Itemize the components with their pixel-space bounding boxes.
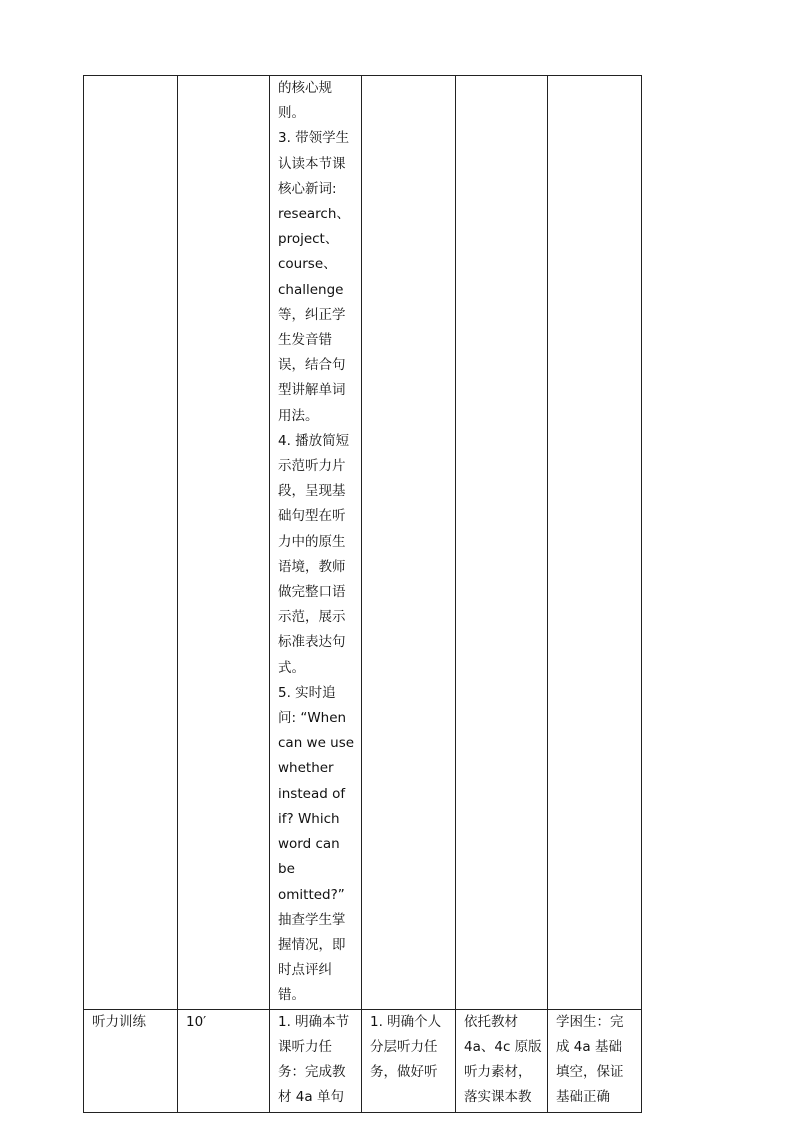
lesson-plan-table [83,75,642,1113]
text-line: 示范，展示 [278,609,346,626]
text-line: 语境，教师 [278,558,346,575]
text-line: 1. 明确个人 [370,1013,442,1030]
text-line: 段，呈现基 [278,483,346,500]
cell-student-activity [362,76,456,1010]
cell-materials [456,76,548,1010]
time-value: 10′ [186,1013,207,1030]
cell-differentiation [548,1009,642,1112]
text-line: 落实课本教 [464,1089,532,1106]
text-line: 3. 带领学生 [278,130,350,147]
text-line: 课听力任 [278,1038,332,1055]
cell-student-activity [362,1009,456,1112]
text-line: if? Which [278,810,340,827]
text-line: course、 [278,256,337,273]
text-line: 标准表达句 [278,634,346,651]
text-line: omitted?” [278,886,345,903]
text-line: 4a、4c 原版 [464,1038,542,1055]
text-line: 1. 明确本节 [278,1013,350,1030]
text-line: 示范听力片 [278,458,346,475]
text-line: 填空，保证 [556,1063,624,1080]
text-line: 则。 [278,105,305,122]
text-line: 学困生：完 [556,1013,624,1030]
text-line: 础句型在听 [278,508,346,525]
text-line: be [278,861,295,878]
text-line: word can [278,836,340,853]
text-line: whether [278,760,334,777]
text-line: 生发音错 [278,332,332,349]
text-line: 听力素材， [464,1063,532,1080]
text-line: 式。 [278,659,305,676]
text-line: 认读本节课 [278,155,346,172]
text-line: 误，结合句 [278,357,346,374]
text-line: can we use [278,735,355,752]
text-line: 4. 播放简短 [278,432,350,449]
text-line: 材 4a 单句 [278,1089,344,1106]
cell-time [178,76,270,1010]
text-line: 做完整口语 [278,584,346,601]
stage-label: 听力训练 [92,1013,146,1030]
cell-stage [84,76,178,1010]
text-line: 务，做好听 [370,1063,438,1080]
text-line: 抽查学生掌 [278,911,346,928]
table-row-continued [84,76,642,1010]
text-line: 依托教材 [464,1013,518,1030]
cell-time [178,1009,270,1112]
text-line: 错。 [278,987,305,1004]
cell-teacher-activity [270,1009,362,1112]
text-line: 力中的原生 [278,533,346,550]
cell-materials [456,1009,548,1112]
text-line: project、 [278,231,339,248]
cell-stage [84,1009,178,1112]
text-line: 握情况，即 [278,936,346,953]
cell-teacher-activity [270,76,362,1010]
text-line: challenge [278,281,344,298]
text-line: 的核心规 [278,80,332,96]
text-line: 5. 实时追 [278,684,336,701]
text-line: instead of [278,785,346,802]
text-line: 等，纠正学 [278,306,346,323]
cell-differentiation [548,76,642,1010]
text-line: 型讲解单词 [278,382,346,399]
table-row-listening [84,1009,642,1112]
text-line: research、 [278,206,350,223]
text-line: 问: “When [278,710,347,727]
text-line: 用法。 [278,407,319,424]
text-line: 成 4a 基础 [556,1038,622,1055]
text-line: 基础正确 [556,1089,610,1106]
text-line: 核心新词: [278,180,337,197]
text-line: 务：完成教 [278,1063,346,1080]
text-line: 时点评纠 [278,962,332,979]
text-line: 分层听力任 [370,1038,438,1055]
